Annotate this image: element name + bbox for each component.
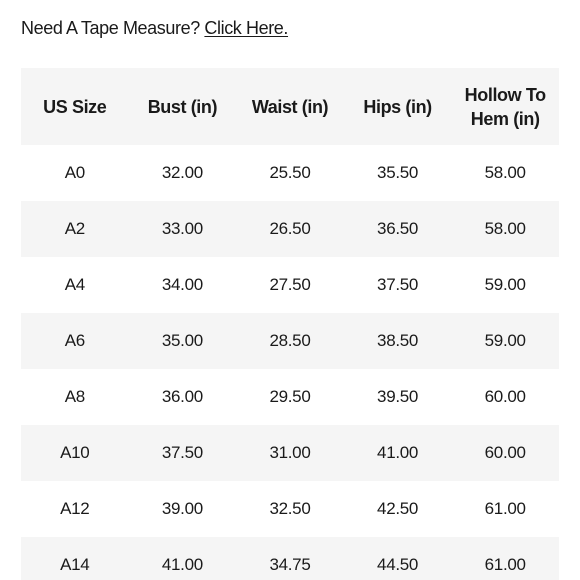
cell-bust: 41.00	[129, 537, 237, 580]
cell-hips: 41.00	[344, 425, 452, 481]
cell-hips: 38.50	[344, 313, 452, 369]
cell-hollow-to-hem: 58.00	[451, 145, 559, 201]
table-row	[21, 145, 559, 201]
cell-hollow-to-hem: 61.00	[451, 537, 559, 580]
table-row	[21, 257, 559, 313]
header-hollow-to-hem: Hollow To Hem (in)	[451, 68, 559, 145]
cell-hollow-to-hem: 58.00	[451, 201, 559, 257]
cell-waist: 34.75	[236, 537, 344, 580]
cell-us-size: A10	[21, 425, 129, 481]
tape-measure-prompt-text: Need A Tape Measure?	[21, 18, 205, 38]
cell-us-size: A4	[21, 257, 129, 313]
cell-waist: 27.50	[236, 257, 344, 313]
cell-bust: 34.00	[129, 257, 237, 313]
cell-hips: 35.50	[344, 145, 452, 201]
cell-us-size: A6	[21, 313, 129, 369]
cell-bust: 37.50	[129, 425, 237, 481]
tape-measure-prompt	[21, 16, 288, 40]
header-bust: Bust (in)	[129, 68, 237, 145]
cell-bust: 39.00	[129, 481, 237, 537]
cell-hips: 42.50	[344, 481, 452, 537]
cell-us-size: A0	[21, 145, 129, 201]
cell-hips: 39.50	[344, 369, 452, 425]
cell-us-size: A8	[21, 369, 129, 425]
table-row	[21, 425, 559, 481]
cell-us-size: A2	[21, 201, 129, 257]
table-row	[21, 481, 559, 537]
cell-waist: 32.50	[236, 481, 344, 537]
cell-bust: 32.00	[129, 145, 237, 201]
table-row	[21, 537, 559, 580]
cell-bust: 36.00	[129, 369, 237, 425]
header-us-size: US Size	[21, 68, 129, 145]
table-row	[21, 313, 559, 369]
size-chart-table	[21, 68, 559, 580]
cell-us-size: A12	[21, 481, 129, 537]
cell-waist: 28.50	[236, 313, 344, 369]
cell-bust: 35.00	[129, 313, 237, 369]
header-waist: Waist (in)	[236, 68, 344, 145]
table-row	[21, 201, 559, 257]
cell-hollow-to-hem: 60.00	[451, 369, 559, 425]
cell-waist: 26.50	[236, 201, 344, 257]
cell-hollow-to-hem: 61.00	[451, 481, 559, 537]
cell-waist: 25.50	[236, 145, 344, 201]
cell-waist: 29.50	[236, 369, 344, 425]
cell-hips: 37.50	[344, 257, 452, 313]
cell-hollow-to-hem: 59.00	[451, 257, 559, 313]
cell-us-size: A14	[21, 537, 129, 580]
cell-bust: 33.00	[129, 201, 237, 257]
click-here-link[interactable]: Click Here.	[204, 18, 289, 38]
cell-hollow-to-hem: 60.00	[451, 425, 559, 481]
table-row	[21, 369, 559, 425]
header-hips: Hips (in)	[344, 68, 452, 145]
cell-hips: 36.50	[344, 201, 452, 257]
cell-waist: 31.00	[236, 425, 344, 481]
cell-hollow-to-hem: 59.00	[451, 313, 559, 369]
cell-hips: 44.50	[344, 537, 452, 580]
table-header-row	[21, 68, 559, 145]
